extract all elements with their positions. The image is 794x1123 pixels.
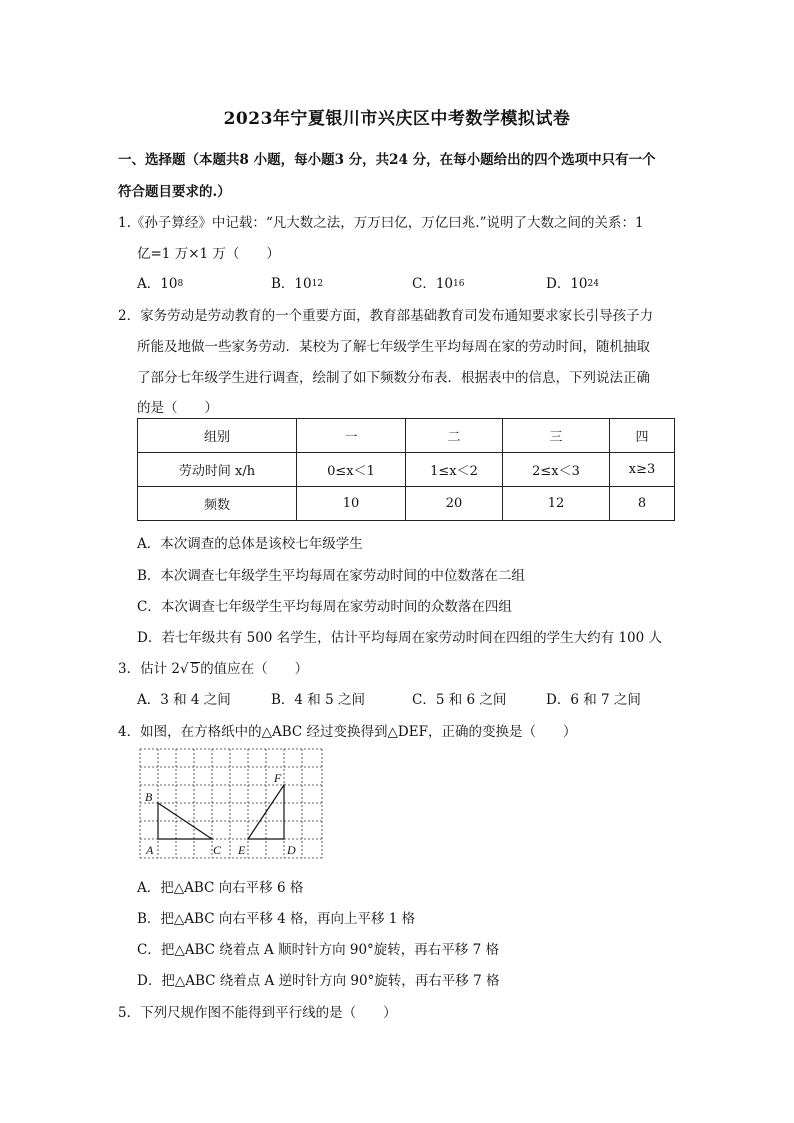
table-row bbox=[138, 419, 675, 453]
freq-cell: 20 bbox=[406, 487, 503, 521]
row-header-time: 劳动时间 x/h bbox=[138, 453, 297, 487]
q3-option-d: D．6 和 7 之间 bbox=[546, 692, 641, 708]
range-cell: 0≤x＜1 bbox=[297, 453, 406, 487]
section-heading: 一、选择题（本题共8 小题，每小题3 分，共24 分，在每小题给出的四个选项中只有一个 bbox=[118, 152, 656, 168]
question-2-line2: 所能及地做一些家务劳动．某校为了解七年级学生平均每周在家的劳动时间，随机抽取 bbox=[137, 339, 650, 355]
group-cell: 二 bbox=[406, 419, 503, 453]
label-a: A bbox=[146, 843, 154, 857]
table-row bbox=[138, 453, 675, 487]
q1-option-b: B．$10^{12}$ bbox=[271, 276, 324, 292]
q2-option-b: B．本次调查七年级学生平均每周在家劳动时间的中位数落在二组 bbox=[137, 568, 525, 584]
q4-option-a: A．把△ABC 向右平移 6 格 bbox=[137, 880, 304, 896]
label-d: D bbox=[287, 843, 296, 857]
question-2-line1: 2．家务劳动是劳动教育的一个重要方面，教育部基础教育司发布通知要求家长引导孩子力 bbox=[118, 308, 654, 324]
question-5-stem: 5．下列尺规作图不能得到平行线的是（ ） bbox=[118, 1005, 397, 1021]
freq-cell: 10 bbox=[297, 487, 406, 521]
grid-lines bbox=[140, 749, 322, 858]
q1-option-d: D．$10^{24}$ bbox=[546, 276, 599, 292]
freq-cell: 12 bbox=[503, 487, 610, 521]
question-2-line3: 了部分七年级学生进行调查，绘制了如下频数分布表．根据表中的信息，下列说法正确 bbox=[137, 370, 650, 386]
q2-option-c: C．本次调查七年级学生平均每周在家劳动时间的众数落在四组 bbox=[137, 599, 512, 615]
question-3-stem: 3．估计 2√ 5的值应在（ ） bbox=[118, 661, 309, 677]
question-2-line4: 的是（ ） bbox=[137, 400, 218, 416]
frequency-table bbox=[137, 418, 675, 521]
section-heading-cont: 符合题目要求的.） bbox=[118, 184, 231, 200]
grid-figure bbox=[139, 748, 325, 860]
sqrt-symbol: √ bbox=[179, 661, 189, 677]
row-header-group: 组别 bbox=[138, 419, 297, 453]
row-header-freq: 频数 bbox=[138, 487, 297, 521]
q3-option-a: A．3 和 4 之间 bbox=[137, 692, 231, 708]
label-c: C bbox=[213, 843, 222, 857]
q3-option-c: C．5 和 6 之间 bbox=[412, 692, 507, 708]
label-b: B bbox=[145, 790, 153, 804]
table-row bbox=[138, 487, 675, 521]
range-cell: x≥3 bbox=[610, 453, 675, 487]
question-1-line1: 1.《孙子算经》中记载：“凡大数之法，万万曰亿，万亿曰兆.”说明了大数之间的关系：1 bbox=[118, 215, 644, 231]
group-cell: 三 bbox=[503, 419, 610, 453]
label-e: E bbox=[238, 843, 246, 857]
q4-option-d: D．把△ABC 绕着点 A 逆时针方向 90°旋转，再右平移 7 格 bbox=[137, 973, 500, 989]
radicand: 5 bbox=[190, 661, 200, 677]
q1-option-a: A．$10^8$ bbox=[137, 276, 184, 292]
range-cell: 1≤x＜2 bbox=[406, 453, 503, 487]
range-cell: 2≤x＜3 bbox=[503, 453, 610, 487]
q3-option-b: B．4 和 5 之间 bbox=[271, 692, 365, 708]
q2-option-d: D．若七年级共有 500 名学生，估计平均每周在家劳动时间在四组的学生大约有 100 人 bbox=[137, 630, 663, 646]
label-f: F bbox=[274, 771, 282, 785]
question-4-stem: 4．如图，在方格纸中的△ABC 经过变换得到△DEF，正确的变换是（ ） bbox=[118, 724, 577, 740]
q1-option-c: C．$10^{16}$ bbox=[412, 276, 465, 292]
page-title: 2023年宁夏银川市兴庆区中考数学模拟试卷 bbox=[223, 109, 571, 129]
triangle-abc bbox=[158, 803, 212, 839]
q4-option-b: B．把△ABC 向右平移 4 格，再向上平移 1 格 bbox=[137, 911, 416, 927]
question-1-line2: 亿=1 万×1 万（ ） bbox=[137, 246, 280, 262]
q2-option-a: A．本次调查的总体是该校七年级学生 bbox=[137, 536, 363, 552]
group-cell: 四 bbox=[610, 419, 675, 453]
q4-option-c: C．把△ABC 绕着点 A 顺时针方向 90°旋转，再右平移 7 格 bbox=[137, 942, 499, 958]
freq-cell: 8 bbox=[610, 487, 675, 521]
group-cell: 一 bbox=[297, 419, 406, 453]
